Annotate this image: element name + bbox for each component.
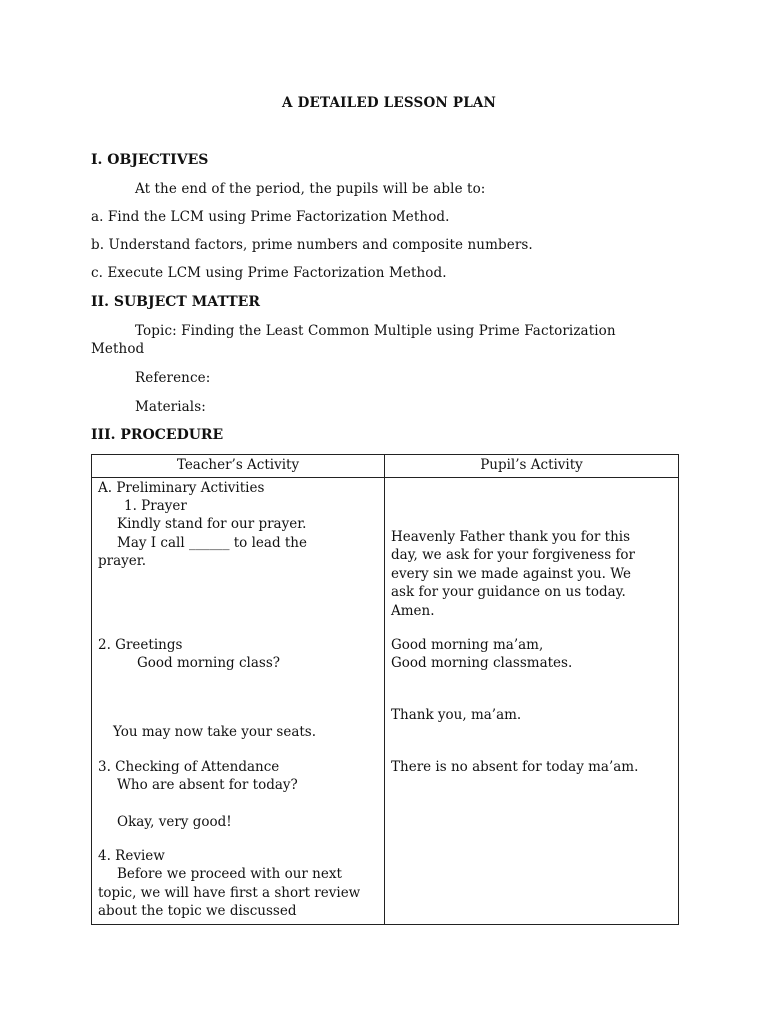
table-header-row	[92, 455, 679, 478]
section-label: A. Preliminary Activities	[98, 480, 265, 496]
topic-line: Topic: Finding the Least Common Multiple using Prime Factorization	[135, 323, 616, 339]
step-label: 4. Review	[98, 848, 165, 864]
table-row	[92, 478, 679, 925]
procedure-heading: III. PROCEDURE	[91, 427, 224, 443]
objective-item: a. Find the LCM using Prime Factorization Method.	[91, 209, 450, 225]
teacher-line: May I call ______ to lead the	[117, 535, 307, 551]
teacher-line: Kindly stand for our prayer.	[117, 516, 307, 532]
objective-item: b. Understand factors, prime numbers and composite numbers.	[91, 237, 533, 253]
pupil-line: every sin we made against you. We	[391, 566, 632, 582]
pupil-column-header: Pupil’s Activity	[385, 455, 679, 478]
document-title: A DETAILED LESSON PLAN	[282, 95, 497, 111]
pupil-line: Heavenly Father thank you for this	[391, 529, 631, 545]
teacher-column-header: Teacher’s Activity	[92, 455, 385, 478]
teacher-line: topic, we will have first a short review	[98, 885, 361, 901]
pupil-line: Amen.	[391, 603, 435, 619]
objectives-intro: At the end of the period, the pupils will be able to:	[135, 181, 486, 197]
teacher-line: Who are absent for today?	[117, 777, 298, 793]
teacher-line: prayer.	[98, 553, 147, 569]
teacher-line: Okay, very good!	[117, 814, 232, 830]
teacher-line: You may now take your seats.	[113, 724, 317, 740]
pupil-line: ask for your guidance on us today.	[391, 584, 626, 600]
teacher-line: Before we proceed with our next	[117, 866, 342, 882]
procedure-table	[91, 454, 679, 925]
pupil-line: Good morning classmates.	[391, 655, 573, 671]
teacher-line: Good morning class?	[137, 655, 281, 671]
materials-label: Materials:	[135, 399, 206, 415]
topic-line-continued: Method	[91, 341, 145, 357]
teacher-activity-cell	[92, 478, 385, 925]
subject-matter-heading: II. SUBJECT MATTER	[91, 294, 260, 310]
pupil-activity-cell	[385, 478, 679, 925]
objective-item: c. Execute LCM using Prime Factorization Method.	[91, 265, 447, 281]
pupil-line: There is no absent for today ma’am.	[391, 759, 639, 775]
pupil-line: day, we ask for your forgiveness for	[391, 547, 636, 563]
reference-label: Reference:	[135, 370, 211, 386]
pupil-line: Good morning ma’am,	[391, 637, 544, 653]
step-label: 2. Greetings	[98, 637, 183, 653]
pupil-line: Thank you, ma’am.	[391, 707, 522, 723]
step-label: 1. Prayer	[124, 498, 187, 514]
step-label: 3. Checking of Attendance	[98, 759, 280, 775]
objectives-heading: I. OBJECTIVES	[91, 152, 209, 168]
teacher-line: about the topic we discussed	[98, 903, 297, 919]
